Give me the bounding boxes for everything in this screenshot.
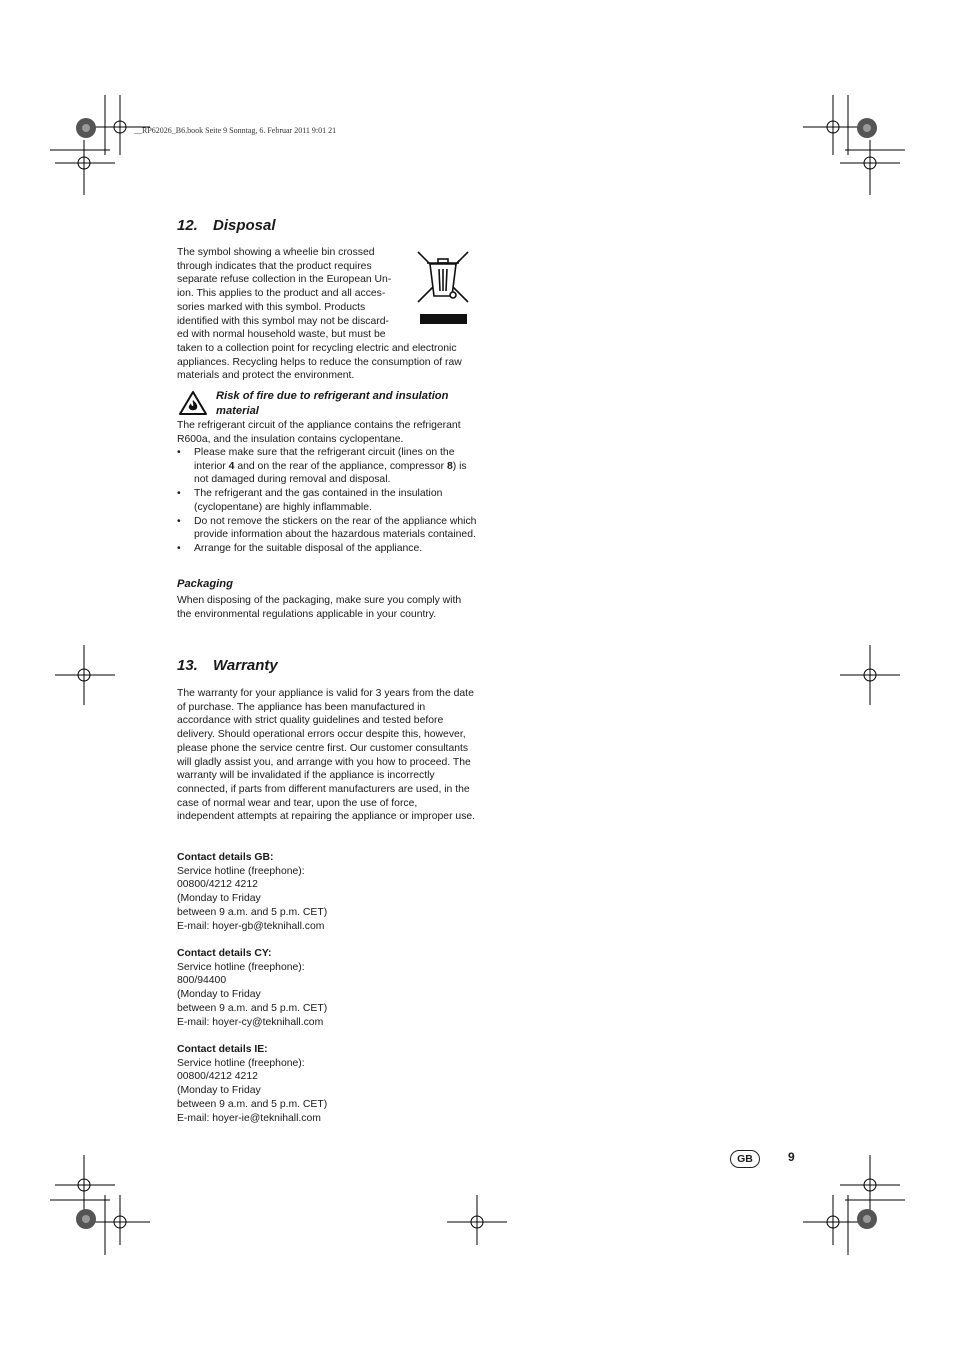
refrigerant-text: The refrigerant circuit of the appliance contains the refrigerant R600a, and the insulation contains cyclopentane. [177, 420, 461, 445]
disposal-intro [177, 246, 407, 342]
list-item: • The refrigerant and the gas contained in the insulation (cyclopentane) are highly inflammable. [177, 487, 477, 514]
contact-days: (Monday to Friday [177, 989, 261, 1001]
intro-line: through indicates that the product requires [177, 260, 372, 272]
contact-hours: between 9 a.m. and 5 p.m. CET) [177, 1098, 328, 1110]
intro-line: separate refuse collection in the European Un- [177, 274, 392, 286]
disposal-number: 12. [177, 217, 198, 234]
contact-hotline: Service hotline (freephone): [177, 865, 305, 877]
list-item: • Arrange for the suitable disposal of the appliance. [177, 542, 477, 556]
contact-days: (Monday to Friday [177, 1085, 261, 1097]
contact-gb [177, 851, 477, 933]
bullet-text: ) is not damaged during removal and disposal. [194, 460, 467, 486]
contact-hours: between 9 a.m. and 5 p.m. CET) [177, 1002, 328, 1014]
intro-line: sories marked with this symbol. Products [177, 301, 366, 313]
contact-phone: 00800/4212 4212 [177, 879, 258, 891]
contact-email: E-mail: hoyer-cy@teknihall.com [177, 1016, 324, 1028]
bullet-text: and on the rear of the appliance, compressor [234, 460, 447, 472]
language-badge: GB [730, 1150, 760, 1168]
list-item [177, 446, 477, 487]
bullet-text: Please make sure that the refrigerant circuit (lines on the interior [194, 447, 455, 472]
warranty-number: 13. [177, 657, 198, 674]
contact-cy [177, 947, 477, 1029]
warranty-heading [177, 657, 278, 674]
contact-phone: 800/94400 [177, 975, 227, 987]
intro-line: ed with normal household waste, but must be [177, 329, 386, 341]
packaging-heading: Packaging [177, 578, 233, 590]
contact-hours: between 9 a.m. and 5 p.m. CET) [177, 906, 328, 918]
disposal-bullets [177, 446, 477, 556]
fire-warning-title: Risk of fire due to refrigerant and insulation material [216, 390, 449, 417]
page-number: 9 [788, 1150, 795, 1164]
intro-line: ion. This applies to the product and all acces- [177, 288, 386, 300]
part-number: 4 [228, 460, 235, 472]
part-number: 8 [447, 460, 453, 472]
contact-label: Contact details GB: [177, 852, 274, 863]
contact-hotline: Service hotline (freephone): [177, 1057, 305, 1069]
contact-phone: 00800/4212 4212 [177, 1071, 258, 1083]
intro-line: identified with this symbol may not be discard- [177, 315, 389, 327]
contact-days: (Monday to Friday [177, 893, 261, 905]
disposal-intro-rest: taken to a collection point for recycling electric and electronic appliances. Recycling helps to reduce the consumption of raw materials and protect the environment. [177, 343, 462, 382]
disposal-title: Disposal [213, 217, 276, 234]
contact-email: E-mail: hoyer-ie@teknihall.com [177, 1112, 321, 1124]
warranty-title: Warranty [213, 657, 278, 674]
contact-ie [177, 1043, 477, 1125]
contact-email: E-mail: hoyer-gb@teknihall.com [177, 920, 325, 932]
disposal-heading [177, 217, 276, 234]
list-item: • Do not remove the stickers on the rear of the appliance which provide information about the hazardous materials contained. [177, 515, 477, 542]
fire-warning-icon [178, 390, 208, 416]
contact-label: Contact details IE: [177, 1044, 268, 1055]
packaging-text: When disposing of the packaging, make sure you comply with the environmental regulations applicable in your country. [177, 595, 462, 620]
warranty-text: The warranty for your appliance is valid for 3 years from the date of purchase. The appliance has been manufactured in accordance with strict quality guidelines and tested before delivery. Should operational errors occur despite this, however, please phone the service centre first. Our customer consultants will gladly assist you, and arrange with you how to proceed. The warranty will be invalidated if the appliance is incorrectly connected, if parts from different manufacturers are used, in the case of normal wear and tear, upon the use of force, independent attempts at repairing the appliance or improper use. [177, 688, 476, 823]
contact-label: Contact details CY: [177, 948, 272, 959]
file-header: __RP62026_B6.book Seite 9 Sonntag, 6. Februar 2011 9:01 21 [134, 126, 337, 135]
contact-hotline: Service hotline (freephone): [177, 961, 305, 973]
intro-line: The symbol showing a wheelie bin crossed [177, 247, 375, 258]
crossed-wheelie-bin-icon [416, 250, 472, 326]
